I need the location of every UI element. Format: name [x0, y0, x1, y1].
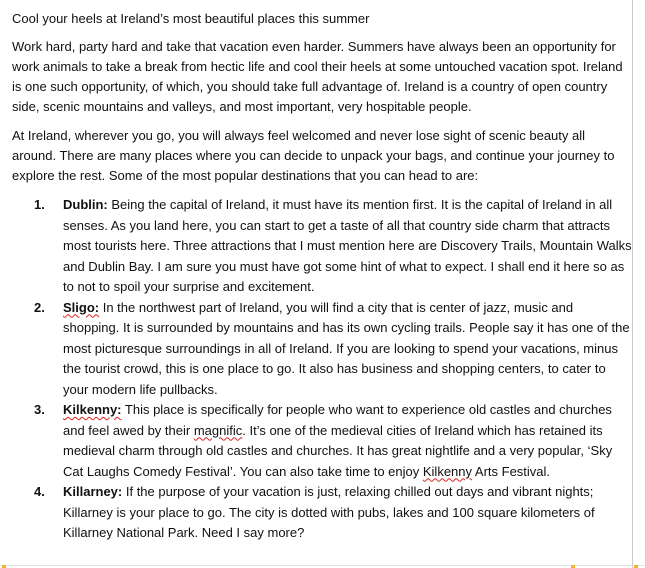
destination-text: In the northwest part of Ireland, you will find a city that is center of jazz, music and shopping. It is surrounded by mountains and has its own cycling trails. People say it has one of the most picturesque surroundings in all of Ireland. If you are looking to spend your vacations, minus the tourist crowd, this is one place to go. It also has business and shopping centers, to cater to your modern life pullbacks. — [63, 299, 630, 397]
list-item-killarney — [12, 482, 632, 544]
list-item-kilkenny — [12, 400, 632, 482]
document-title: Cool your heels at Ireland’s most beautiful places this summer — [12, 11, 370, 26]
destination-name: Dublin: — [63, 197, 108, 212]
destinations-list — [12, 195, 632, 544]
spelling-flagged-word[interactable]: Kilkenny — [422, 463, 473, 479]
destination-name: Sligo: — [63, 299, 100, 315]
list-number: 1. — [34, 197, 45, 212]
list-number: 2. — [34, 299, 45, 315]
list-item-dublin — [12, 195, 632, 298]
spelling-error-word[interactable]: magnific — [193, 422, 243, 438]
page-bottom-border — [0, 565, 645, 566]
list-number: 4. — [34, 484, 45, 499]
destination-text: This place is specifically for people who want to experience old castles and churches and feel awed by their — [63, 402, 612, 438]
destinations-intro-paragraph: At Ireland, wherever you go, you will always feel welcomed and never lose sight of scenic beauty all around. There are many places where you can decide to unpack your bags, and continue your journey to explore the rest. Some of the most popular destinations that you can head to are: — [12, 128, 615, 183]
list-number: 3. — [34, 402, 45, 417]
list-item-sligo — [12, 298, 632, 401]
page-right-border — [632, 0, 633, 568]
destination-name: Kilkenny: — [63, 402, 122, 417]
destination-text: If the purpose of your vacation is just, relaxing chilled out days and vibrant nights; Killarney is your place to go. The city is dotted with pubs, lakes and 100 square kilometers of Killarney National Park. Need I say more? — [63, 484, 595, 540]
destination-text: Arts Festival. — [472, 463, 551, 479]
destination-name: Killarney: — [63, 484, 123, 499]
intro-paragraph: Work hard, party hard and take that vacation even harder. Summers have always been an opportunity for work animals to take a break from hectic life and cool their heels at some untouched vacation spot. Ireland is one such opportunity, of which, you should take full advantage of. Ireland is a country of open country side, scenic mountains and valleys, and most important, very hospitable people. — [12, 39, 623, 114]
destination-text: . It’s one of the medieval cities of Ireland which has retained its medieval charm through old castles and churches. It has great nightlife and a very popular, ‘Sky Cat Laughs Comedy Festival’. You can also take time to enjoy — [63, 422, 613, 479]
destination-text: Being the capital of Ireland, it must have its mention first. It is the capital of Ireland in all senses. As you land here, you can start to get a taste of all that country side charm that attracts most tourists here. Three attractions that I must mention here are Discovery Trails, Mountain Walks and Dublin Bay. I am sure you must have got some hint of what to expect. I shall end it here so as to not to spoil your surprise and excitement. — [63, 197, 632, 294]
